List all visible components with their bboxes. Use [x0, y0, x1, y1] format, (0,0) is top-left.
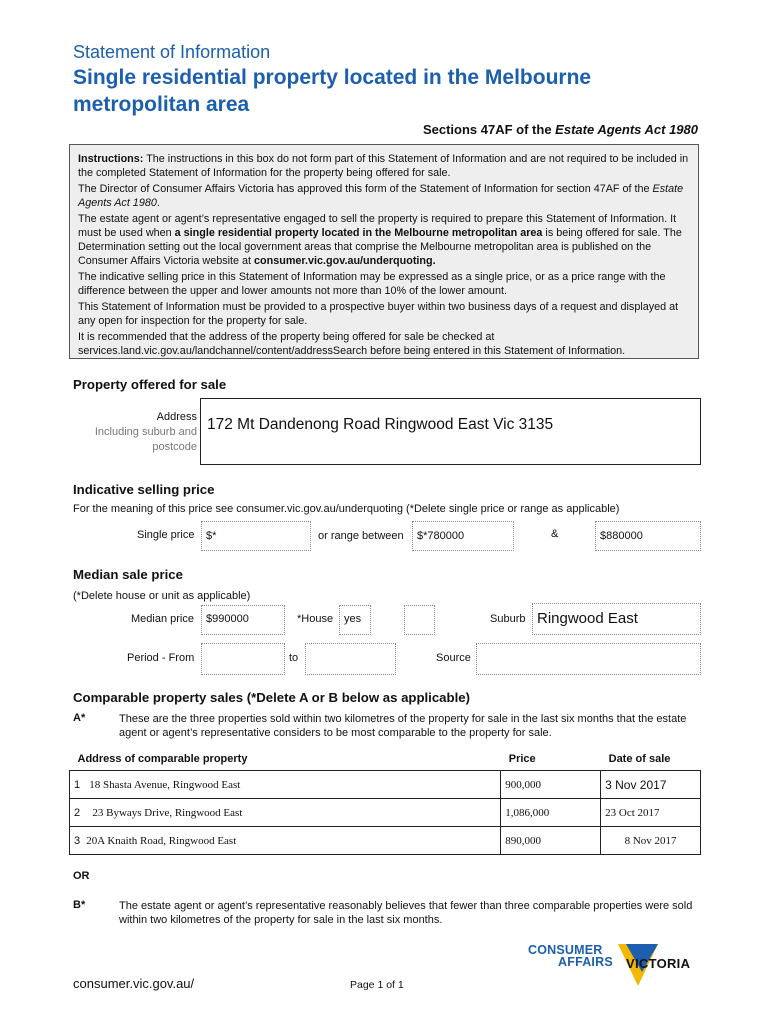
address-hint-1: Including suburb and: [94, 426, 197, 438]
period-from-field[interactable]: [201, 643, 285, 675]
row-number: 2: [74, 806, 81, 819]
suburb-field[interactable]: Ringwood East: [532, 603, 701, 635]
document-title: Single residential property located in the Melbourne metropolitan area: [73, 66, 592, 116]
instructions-p6: It is recommended that the address of the property being offered for sale be checked at services.land.vic.gov.au/landchannel/content/addressSearch before being entered in this Statement of Information.: [78, 330, 626, 358]
instructions-p1-text: The instructions in this box do not form part of this Statement of Information and are not required to be included in the completed Statement of Information for the property being offered for sale.: [78, 153, 689, 180]
row-number: 3: [74, 834, 81, 847]
col-date: Date of sale: [601, 751, 701, 771]
instructions-p3d: consumer.vic.gov.au/underquoting.: [254, 255, 436, 268]
comparable-date[interactable]: 8 Nov 2017: [601, 827, 701, 855]
source-label: Source: [436, 652, 471, 664]
instructions-p3a: The estate agent or agent’s representative engaged to sell the property is required to prepare this Statement of Information. It must be used when: [78, 212, 677, 240]
period-from-label: Period - From: [127, 652, 195, 664]
row-number: 1: [74, 778, 81, 791]
median-heading: Median sale price: [73, 567, 183, 582]
comparable-heading: Comparable property sales (*Delete A or B below as applicable): [73, 690, 470, 705]
sections-reference: [423, 122, 698, 137]
single-price-label: Single price: [137, 529, 195, 541]
option-a-label: A*: [73, 712, 86, 724]
col-price: Price: [501, 751, 601, 771]
address-hint-2: postcode: [152, 441, 197, 453]
range-low-field[interactable]: $*780000: [412, 521, 514, 551]
comparable-address: 23 Byways Drive, Ringwood East: [92, 806, 243, 819]
address-field[interactable]: 172 Mt Dandenong Road Ringwood East Vic 3135: [200, 398, 701, 465]
comparable-address-cell[interactable]: [70, 771, 501, 799]
unit-field[interactable]: [404, 605, 435, 635]
comparable-address-cell[interactable]: [70, 827, 501, 855]
house-label: *House: [297, 613, 334, 625]
col-address: Address of comparable property: [70, 751, 501, 771]
comparable-price[interactable]: 900,000: [501, 771, 601, 799]
sections-prefix: Sections 47AF of the: [422, 122, 556, 137]
logo-victoria: VICTORIA: [626, 956, 691, 971]
instructions-p2b: Estate Agents Act 1980: [78, 182, 684, 210]
instructions-label: Instructions:: [78, 153, 144, 165]
comparable-table: [69, 751, 701, 855]
median-price-label: Median price: [131, 613, 194, 625]
single-price-field[interactable]: $*: [201, 521, 311, 551]
property-heading: Property offered for sale: [73, 377, 227, 392]
instructions-p5: This Statement of Information must be provided to a prospective buyer within two business days of a request and displayed at any open for inspection for the property for sale.: [78, 301, 679, 328]
table-row: [70, 827, 701, 855]
option-b-label: B*: [73, 899, 86, 911]
page-number: Page 1 of 1: [350, 979, 404, 991]
house-field[interactable]: yes: [339, 605, 371, 635]
median-note: (*Delete house or unit as applicable): [73, 590, 251, 602]
suburb-label: Suburb: [490, 613, 526, 625]
logo-affairs: AFFAIRS: [558, 955, 613, 969]
comparable-price[interactable]: 1,086,000: [501, 799, 601, 827]
indicative-note: For the meaning of this price see consumer.vic.gov.au/underquoting (*Delete single price or range as applicable): [73, 503, 620, 515]
range-amp: &: [551, 528, 559, 540]
instructions-p2: [78, 182, 690, 210]
footer-url[interactable]: consumer.vic.gov.au/: [73, 976, 195, 991]
instructions-p3: [78, 212, 690, 269]
instructions-p1: [78, 152, 690, 180]
table-row: [70, 799, 701, 827]
comparable-address: 18 Shasta Avenue, Ringwood East: [89, 778, 241, 791]
instructions-p4: The indicative selling price in this Statement of Information may be expressed as a single price, or as a price range with the difference between the upper and lower amounts not more than 10% of the lower amount.: [78, 271, 666, 298]
indicative-heading: Indicative selling price: [73, 482, 215, 497]
instructions-p3b: a single residential property located in the Melbourne metropolitan area: [174, 227, 543, 240]
range-between-label: or range between: [318, 530, 404, 542]
median-price-field[interactable]: $990000: [201, 605, 285, 635]
or-label: OR: [73, 870, 90, 882]
comparable-price[interactable]: 890,000: [501, 827, 601, 855]
period-to-field[interactable]: [305, 643, 396, 675]
option-b-text: The estate agent or agent’s representative reasonably believes that fewer than three comparable properties were sold within two kilometres of the property for sale in the last six months.: [119, 900, 693, 926]
document-kicker: Statement of Information: [73, 42, 271, 62]
comparable-address: 20A Knaith Road, Ringwood East: [86, 834, 237, 847]
period-to-label: to: [289, 652, 299, 664]
logo-consumer: CONSUMER: [528, 943, 603, 957]
consumer-affairs-victoria-logo: [528, 940, 703, 990]
instructions-p2c: .: [156, 197, 160, 210]
range-high-field[interactable]: $880000: [595, 521, 701, 551]
comparable-date[interactable]: 23 Oct 2017: [601, 799, 701, 827]
comparable-address-cell[interactable]: [70, 799, 501, 827]
option-a-text: These are the three properties sold within two kilometres of the property for sale in the last six months that the estate agent or agent’s representative considers to be most comparable to the property for sale.: [119, 713, 687, 739]
source-field[interactable]: [476, 643, 701, 675]
comparable-table-header: [70, 751, 701, 771]
address-label: Address: [156, 411, 197, 423]
instructions-p2a: The Director of Consumer Affairs Victoria has approved this form of the Statement of Information for section 47AF of the: [78, 182, 653, 195]
instructions-box: [69, 144, 699, 359]
instructions-p3c: is being offered for sale. The Determination setting out the local government areas that comprise the Melbourne metropolitan area is published on the Consumer Affairs Victoria website at: [78, 227, 682, 268]
sections-act: Estate Agents Act 1980: [555, 122, 698, 137]
comparable-date[interactable]: 3 Nov 2017: [601, 771, 701, 799]
table-row: [70, 771, 701, 799]
